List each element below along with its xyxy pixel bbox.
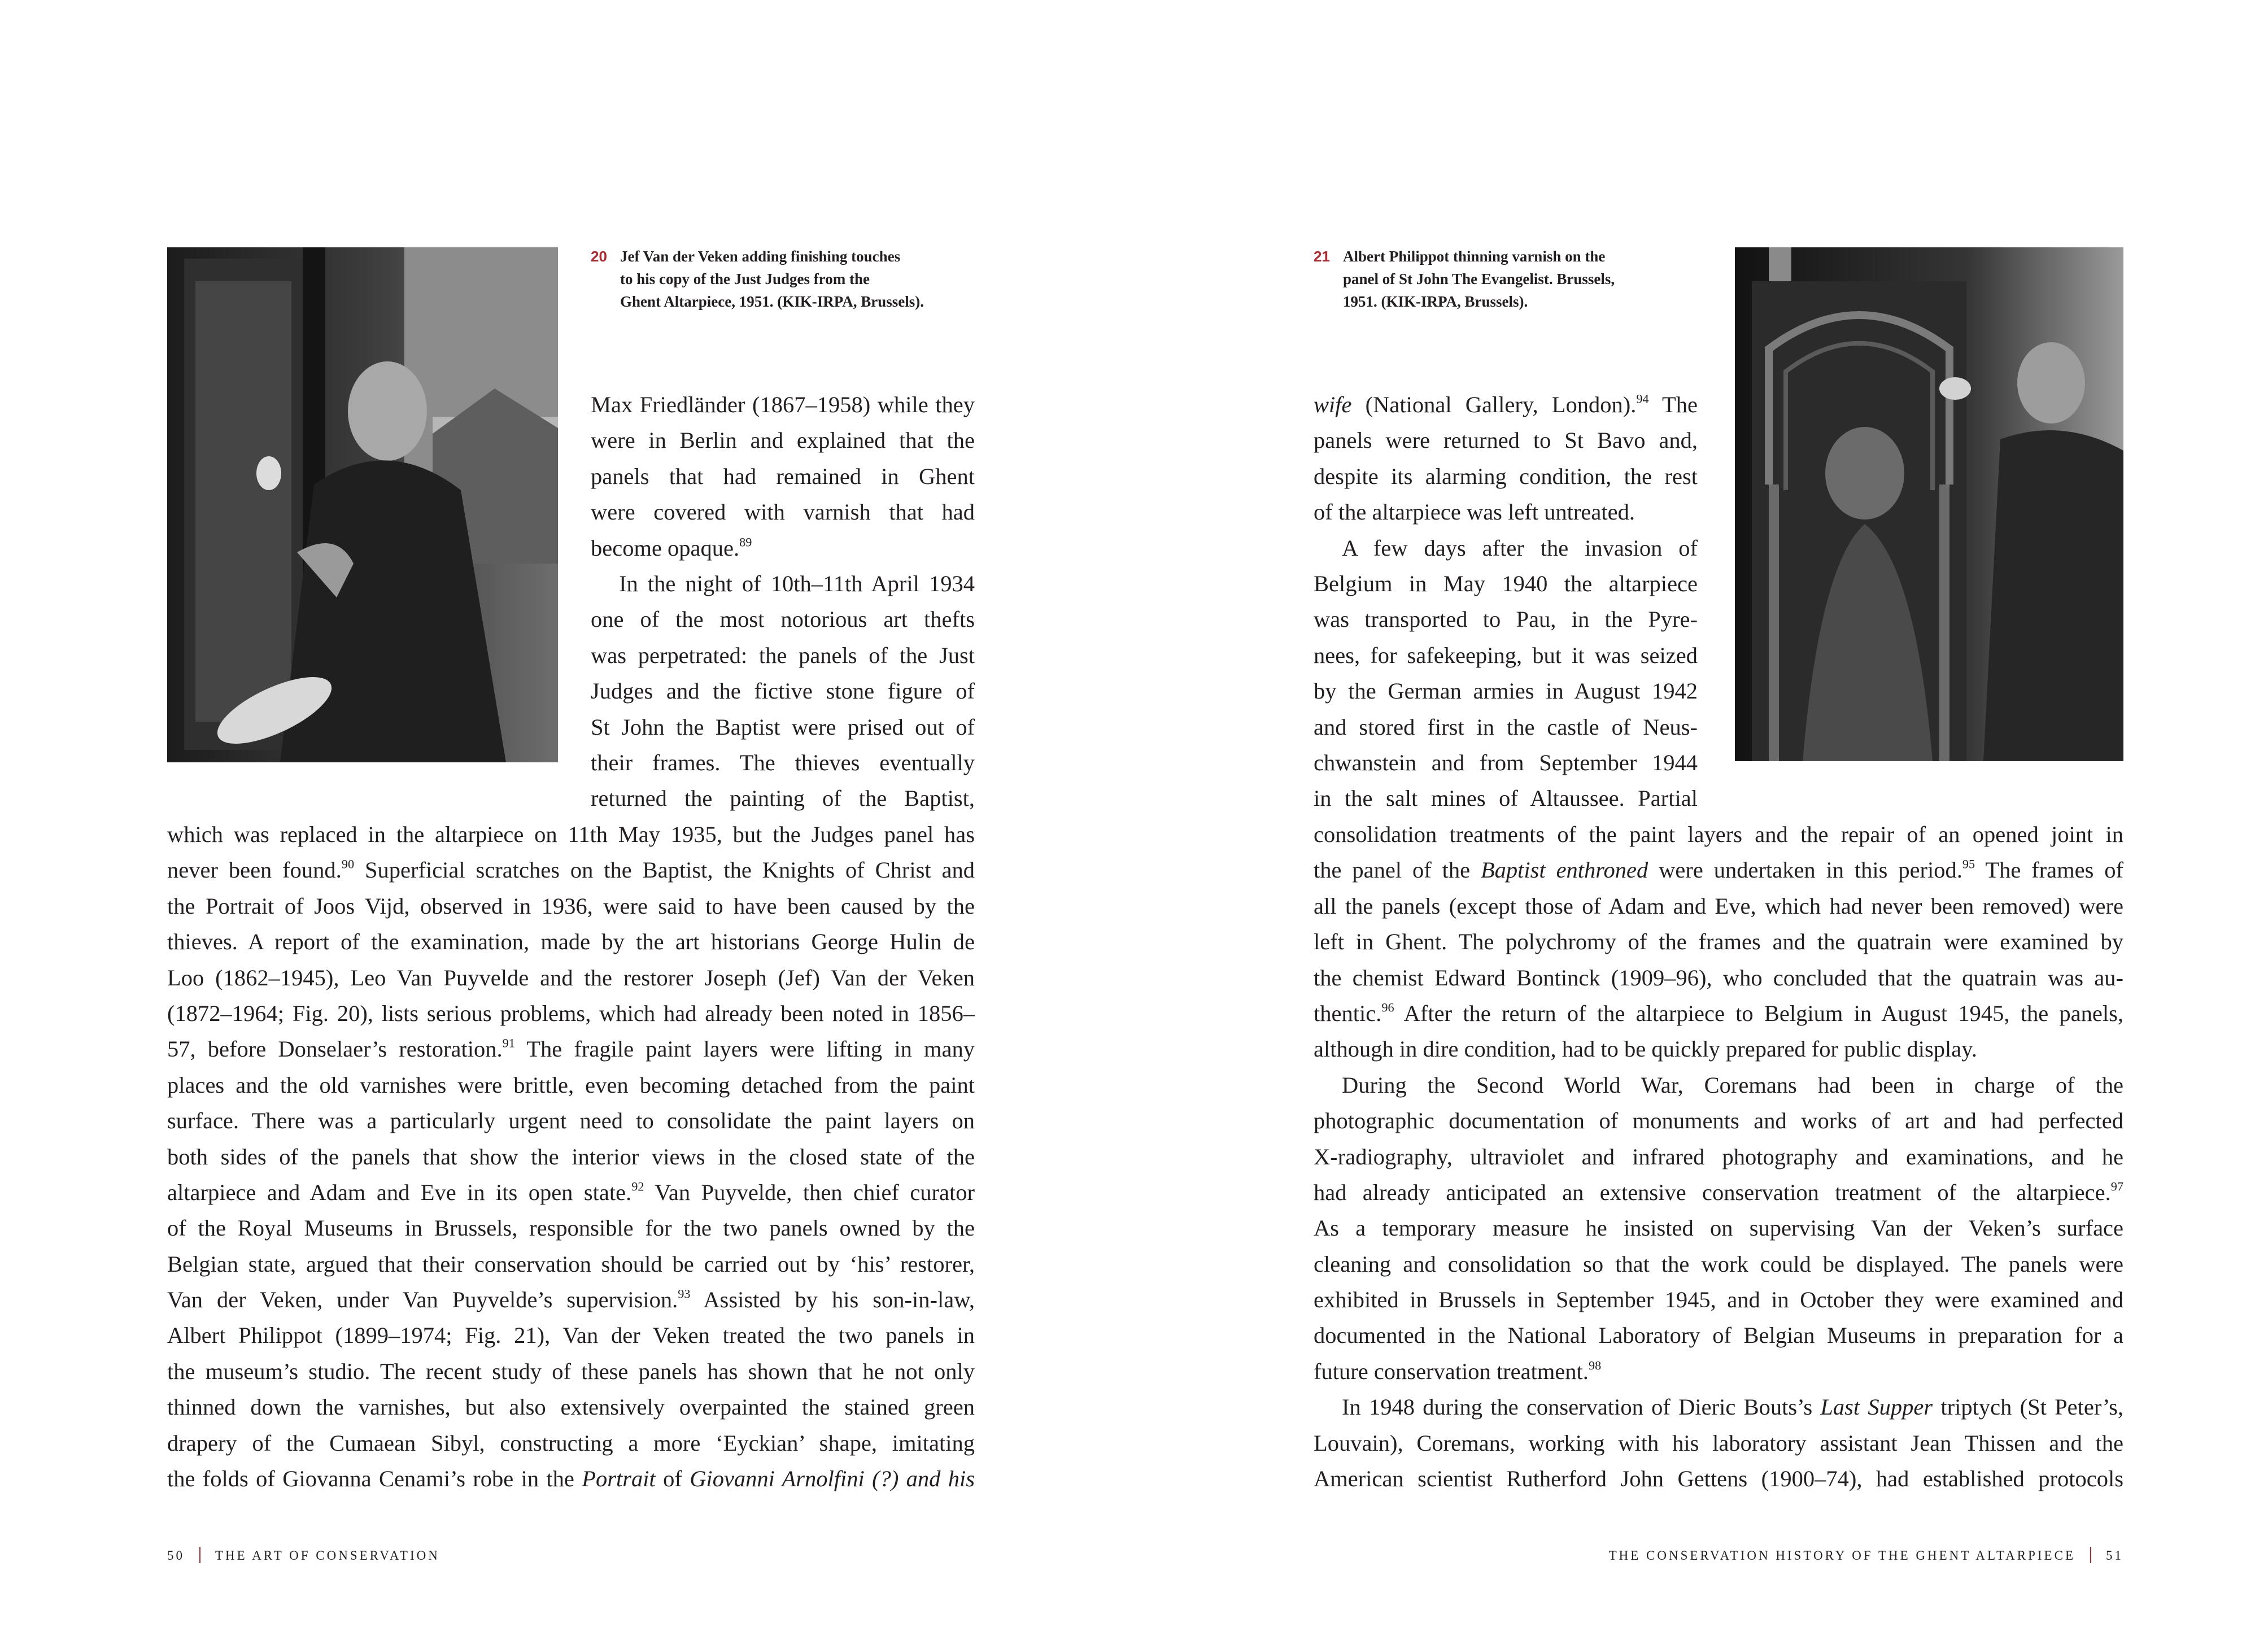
text-line: future conservation treatment.$^{98}$ (1314, 1358, 1602, 1384)
running-head: THE ART OF CONSERVATION (215, 1548, 440, 1563)
figure-20-photo (167, 247, 558, 762)
footnote-ref: 94 (1636, 391, 1649, 406)
text-line: During the Second World War, Coremans had been in charge of the (1342, 1072, 2123, 1098)
text-line: As a temporary measure he insisted on supervising Van der Veken’s surface (1314, 1215, 2123, 1241)
text-line: A few days after the invasion of (1342, 535, 1698, 561)
text-line: by the German armies in August 1942 (1314, 678, 1698, 704)
text-line: and stored first in the castle of Neus- (1314, 714, 1698, 740)
footnote-ref: 97 (2110, 1179, 2123, 1194)
text-line: nees, for safekeeping, but it was seized (1314, 642, 1698, 668)
text-line: panels that had remained in Ghent (591, 463, 975, 489)
text-line: Van der Veken, under Van Puyvelde’s supervision.$^{93}$ Assisted by his son-in-law, (167, 1286, 975, 1313)
text-line: documented in the National Laboratory of Belgian Museums in preparation for a (1314, 1323, 2123, 1348)
folio-divider (2090, 1547, 2091, 1563)
text-line: Belgium in May 1940 the altarpiece (1314, 570, 1698, 596)
text-line: become opaque.$^{89}$ (591, 534, 752, 561)
text-line: Belgian state, argued that their conservation should be carried out by ‘his’ restorer, (167, 1251, 975, 1277)
figure-number: 20 (591, 248, 607, 265)
body-text-full (167, 817, 975, 1496)
text-line: all the panels (except those of Adam and Eve, which had never been removed) were (1314, 893, 2123, 919)
text-line: consolidation treatments of the paint layers and the repair of an opened joint in (1314, 822, 2123, 847)
folio-divider (199, 1547, 200, 1563)
text-line: (1872–1964; Fig. 20), lists serious problems, which had already been noted in 1856– (167, 1000, 975, 1026)
text-line: Albert Philippot (1899–1974; Fig. 21), Van der Veken treated the two panels in (167, 1323, 975, 1348)
footnote-ref: 90 (341, 857, 355, 871)
page-number: 50 (167, 1548, 185, 1563)
footnote-ref: 95 (1962, 857, 1975, 871)
text-line: 57, before Donselaer’s restoration.$^{91}$ The fragile paint layers were lifting in many (167, 1036, 975, 1062)
text-line: thentic.$^{96}$ After the return of the altarpiece to Belgium in August 1945, the panels, (1314, 1000, 2123, 1026)
footnote-ref: 98 (1588, 1358, 1602, 1373)
text-line: Loo (1862–1945), Leo Van Puyvelde and the restorer Joseph (Jef) Van der Veken (167, 964, 975, 990)
text-line: of the altarpiece was left untreated. (1314, 499, 1635, 525)
text-line: thieves. A report of the examination, made by the art historians George Hulin de (167, 929, 975, 955)
text-line: was transported to Pau, in the Pyre- (1314, 606, 1698, 632)
text-line: X-radiography, ultraviolet and infrared photography and examinations, and he (1314, 1144, 2123, 1169)
body-text-narrow (591, 387, 975, 817)
text-line: the chemist Edward Bontinck (1909–96), who concluded that the quatrain was au- (1314, 964, 2123, 990)
figure-20-caption (591, 245, 986, 313)
text-line: which was replaced in the altarpiece on 11th May 1935, but the Judges panel has (167, 822, 975, 847)
body-text-narrow (1314, 387, 1698, 817)
figure-number: 21 (1314, 248, 1330, 265)
caption-line: Albert Philippot thinning varnish on the (1343, 248, 1606, 265)
text-line: surface. There was a particularly urgent need to consolidate the paint layers on (167, 1108, 975, 1134)
text-line: although in dire condition, had to be quickly prepared for public display. (1314, 1036, 1977, 1062)
text-line: In the night of 10th–11th April 1934 (619, 570, 975, 596)
footnote-ref: 91 (502, 1036, 515, 1050)
text-line: drapery of the Cumaean Sibyl, constructing a more ‘Eyckian’ shape, imitating (167, 1430, 975, 1456)
text-line: cleaning and consolidation so that the work could be displayed. The panels were (1314, 1251, 2123, 1277)
caption-line: Jef Van der Veken adding finishing touches (620, 248, 901, 265)
text-line: American scientist Rutherford John Gettens (1900–74), had established protocols (1314, 1466, 2123, 1492)
text-line: never been found.$^{90}$ Superficial scratches on the Baptist, the Knights of Christ and (167, 857, 975, 883)
text-line: places and the old varnishes were brittle, even becoming detached from the paint (167, 1072, 975, 1098)
figure-21-image (1735, 247, 2123, 761)
caption-line: Ghent Altarpiece, 1951. (KIK-IRPA, Brussels). (620, 293, 924, 310)
footnote-ref: 89 (739, 534, 752, 549)
text-line: of the Royal Museums in Brussels, responsible for the two panels owned by the (167, 1215, 975, 1241)
text-line: the panel of the Baptist enthroned were undertaken in this period.$^{95}$ The frames of (1314, 857, 2123, 883)
text-line: Louvain), Coremans, working with his laboratory assistant Jean Thissen and the (1314, 1430, 2123, 1456)
caption-line: panel of St John The Evangelist. Brussels, (1343, 270, 1615, 287)
text-line: panels were returned to St Bavo and, (1314, 427, 1698, 453)
figure-20-image (167, 247, 558, 762)
text-line: the museum’s studio. The recent study of these panels has shown that he not only (167, 1358, 975, 1384)
text-line: In 1948 during the conservation of Dieric Bouts’s Last Supper triptych (St Peter’s, (1342, 1394, 2123, 1420)
footnote-ref: 93 (678, 1286, 691, 1301)
text-line: left in Ghent. The polychromy of the frames and the quatrain were examined by (1314, 929, 2123, 955)
right-page (1134, 0, 2268, 1641)
text-line: photographic documentation of monuments and works of art and had perfected (1314, 1108, 2123, 1134)
caption-line: 1951. (KIK-IRPA, Brussels). (1343, 293, 1528, 310)
text-line: both sides of the panels that show the interior views in the closed state of the (167, 1144, 975, 1169)
body-text-full (1314, 817, 2123, 1496)
left-footer (167, 1547, 440, 1563)
text-line: one of the most notorious art thefts (591, 606, 975, 632)
text-line: wife (National Gallery, London).$^{94}$ The (1314, 391, 1698, 417)
text-line: were in Berlin and explained that the (591, 427, 975, 453)
text-line: chwanstein and from September 1944 (1314, 749, 1698, 775)
footnote-ref: 92 (631, 1179, 644, 1194)
text-line: the folds of Giovanna Cenami’s robe in the Portrait of Giovanni Arnolfini (?) and his (167, 1466, 975, 1492)
text-line: had already anticipated an extensive conservation treatment of the altarpiece.$^{97}$ (1314, 1179, 2123, 1205)
text-line: altarpiece and Adam and Eve in its open state.$^{92}$ Van Puyvelde, then chief curator (167, 1179, 975, 1205)
text-line: was perpetrated: the panels of the Just (591, 642, 975, 668)
text-line: the Portrait of Joos Vijd, observed in 1936, were said to have been caused by the (167, 893, 975, 919)
figure-21-photo (1735, 247, 2123, 761)
page-number: 51 (2106, 1548, 2123, 1563)
text-line: their frames. The thieves eventually (591, 749, 975, 775)
text-line: St John the Baptist were prised out of (591, 714, 975, 740)
running-head: THE CONSERVATION HISTORY OF THE GHENT ALTARPIECE (1608, 1548, 2075, 1563)
text-line: Judges and the fictive stone figure of (591, 678, 975, 704)
text-line: were covered with varnish that had (591, 499, 975, 525)
caption-line: to his copy of the Just Judges from the (620, 270, 870, 287)
text-line: thinned down the varnishes, but also extensively overpainted the stained green (167, 1394, 975, 1420)
text-line: Max Friedländer (1867–1958) while they (591, 392, 975, 417)
right-footer (1609, 1547, 2123, 1563)
text-line: in the salt mines of Altaussee. Partial (1314, 785, 1698, 811)
footnote-ref: 96 (1381, 1000, 1394, 1015)
text-line: returned the painting of the Baptist, (591, 785, 975, 811)
text-line: exhibited in Brussels in September 1945, and in October they were examined and (1314, 1287, 2123, 1313)
text-line: despite its alarming condition, the rest (1314, 463, 1698, 489)
figure-21-caption (1314, 245, 1709, 313)
